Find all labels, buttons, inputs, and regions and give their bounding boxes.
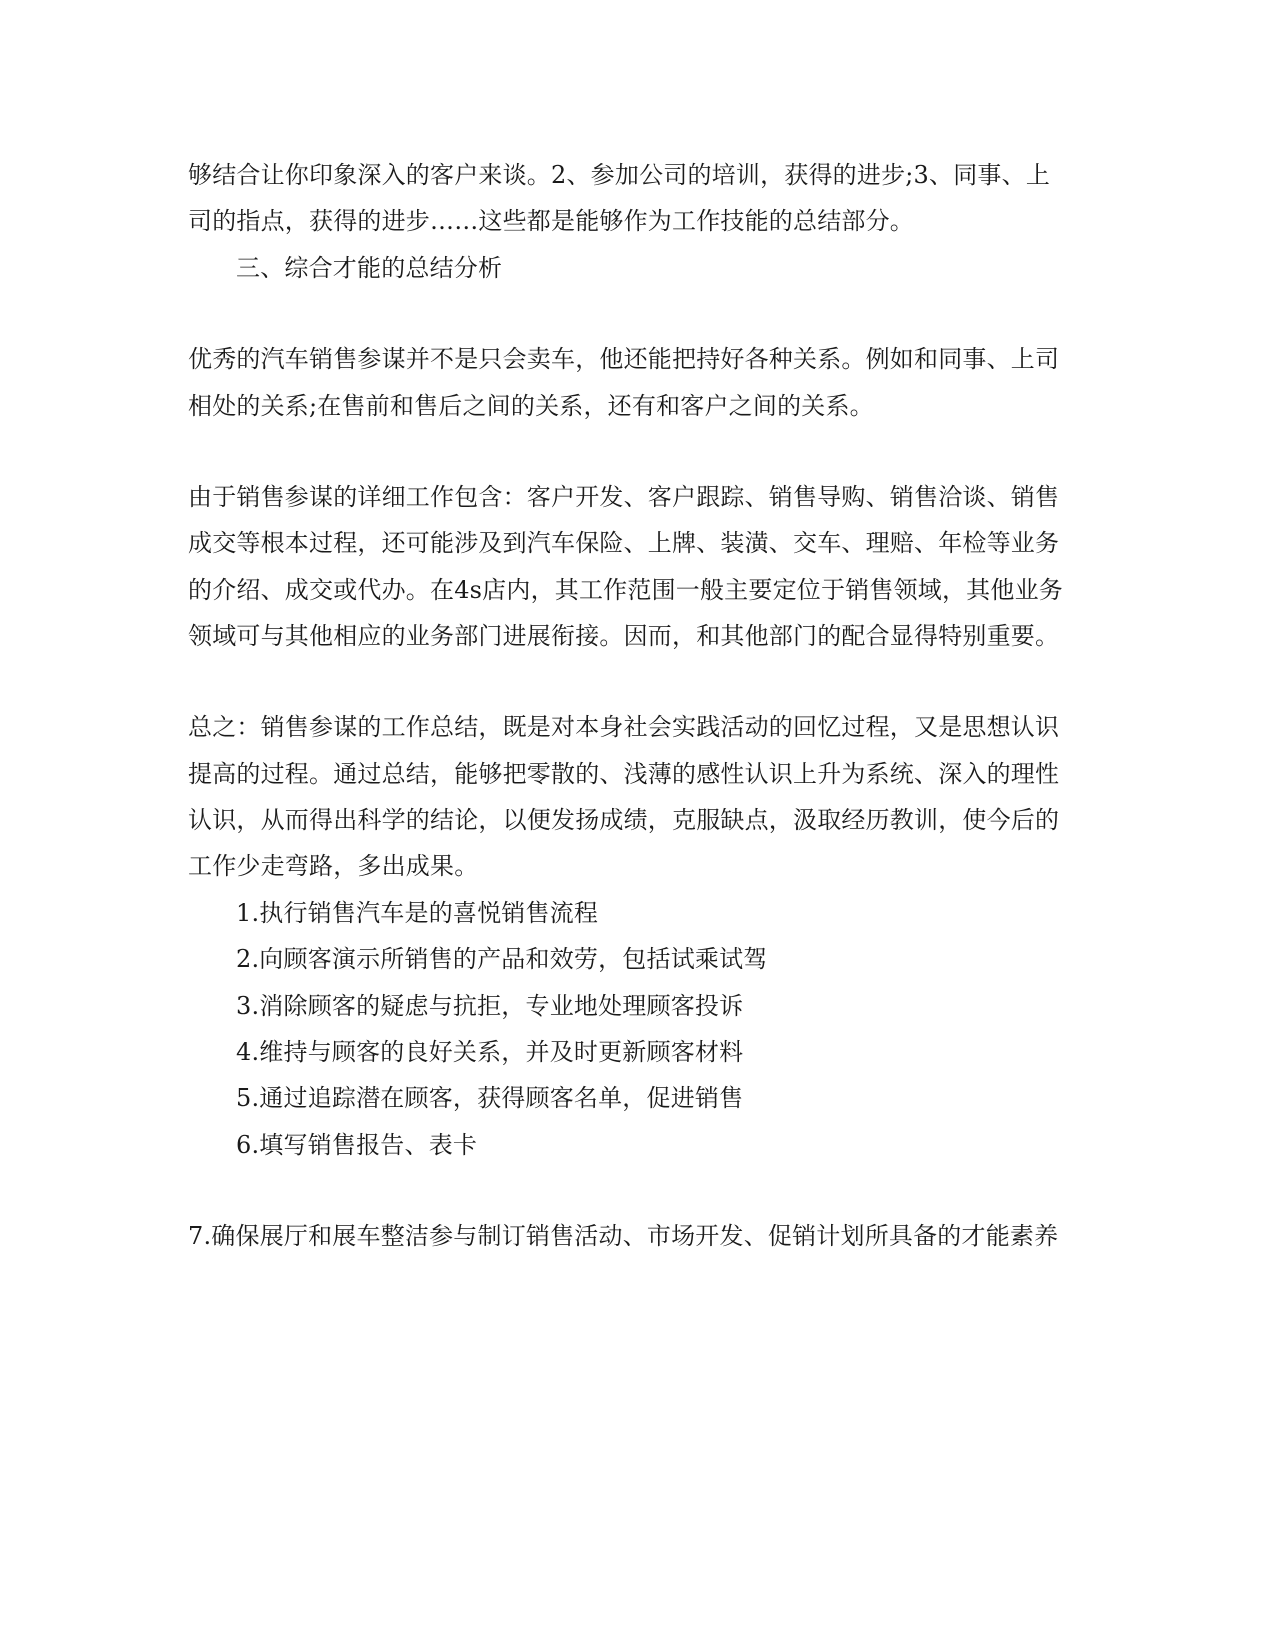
para3-line-1: 总之：销售参谋的工作总结，既是对本身社会实践活动的回忆过程，又是思想认识	[188, 713, 1060, 741]
intro-line-1: 够结合让你印象深入的客户来谈。2、参加公司的培训，获得的进步;3、同事、上	[188, 161, 1051, 189]
intro-line-2: 司的指点，获得的进步……这些都是能够作为工作技能的总结部分。	[188, 207, 914, 235]
list-item: 3.消除顾客的疑虑与抗拒，专业地处理顾客投诉	[236, 992, 744, 1020]
list-item: 6.填写销售报告、表卡	[236, 1131, 478, 1159]
para3-line-3: 认识，从而得出科学的结论，以便发扬成绩，克服缺点，汲取经历教训，使今后的	[188, 806, 1060, 834]
para2-line-3: 的介绍、成交或代办。在4s店内，其工作范围一般主要定位于销售领域，其他业务	[188, 576, 1063, 604]
section-heading: 三、综合才能的总结分析	[236, 254, 503, 282]
list-item: 5.通过追踪潜在顾客，获得顾客名单，促进销售	[236, 1084, 744, 1112]
para1-line-1: 优秀的汽车销售参谋并不是只会卖车，他还能把持好各种关系。例如和同事、上司	[188, 345, 1060, 373]
para2-line-4: 领域可与其他相应的业务部门进展衔接。因而，和其他部门的配合显得特别重要。	[188, 622, 1060, 650]
para2-line-2: 成交等根本过程，还可能涉及到汽车保险、上牌、装潢、交车、理赔、年检等业务	[188, 529, 1060, 557]
list-item: 2.向顾客演示所销售的产品和效劳，包括试乘试驾	[236, 945, 768, 973]
para2-line-1: 由于销售参谋的详细工作包含：客户开发、客户跟踪、销售导购、销售洽谈、销售	[188, 483, 1060, 511]
list-item: 4.维持与顾客的良好关系，并及时更新顾客材料	[236, 1038, 744, 1066]
para1-line-2: 相处的关系;在售前和售后之间的关系，还有和客户之间的关系。	[188, 392, 874, 420]
para3-line-2: 提高的过程。通过总结，能够把零散的、浅薄的感性认识上升为系统、深入的理性	[188, 760, 1060, 788]
para3-line-4: 工作少走弯路，多出成果。	[188, 852, 479, 880]
list-item: 1.执行销售汽车是的喜悦销售流程	[236, 899, 599, 927]
final-line: 7.确保展厅和展车整洁参与制订销售活动、市场开发、促销计划所具备的才能素养	[188, 1222, 1059, 1250]
